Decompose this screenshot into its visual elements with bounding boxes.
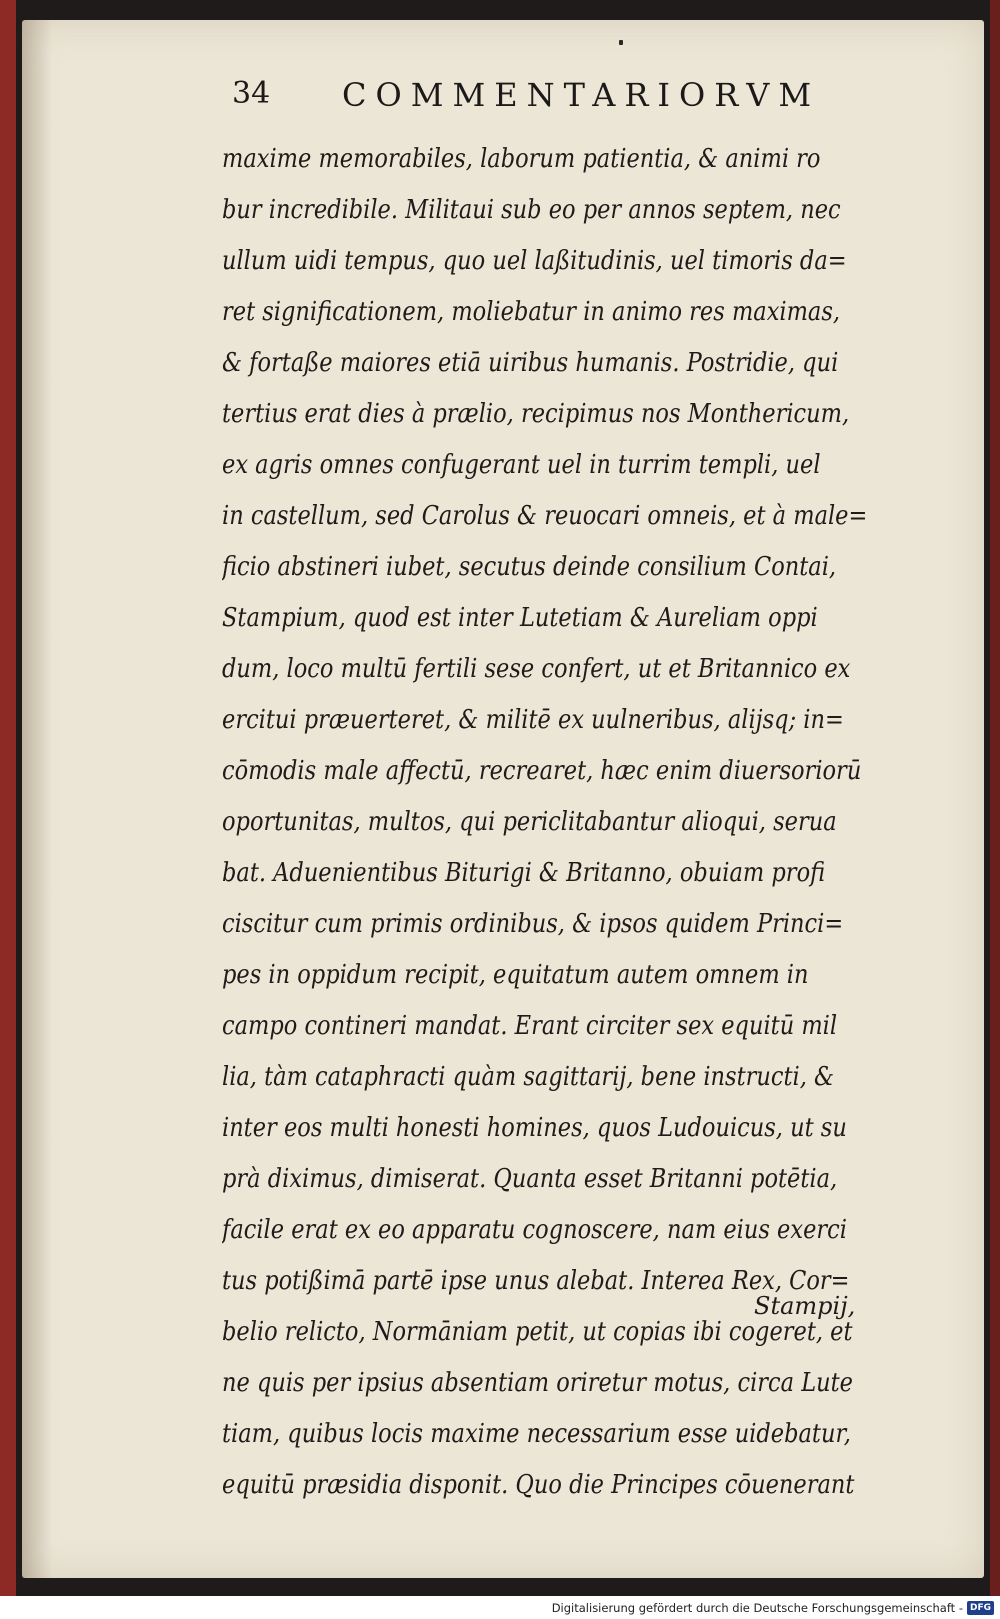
text-line: Stampium, quod est inter Lutetiam & Aureliam oppi bbox=[222, 602, 818, 634]
running-title: COMMENTARIORVM bbox=[342, 76, 821, 114]
text-line: equitū præsidia disponit. Quo die Principes cōuenerant bbox=[222, 1469, 855, 1501]
text-line: ex agris omnes confugerant uel in turrim templi, uel bbox=[222, 449, 821, 481]
text-line: in castellum, sed Carolus & reuocari omneis, et à male= bbox=[222, 500, 868, 532]
dfg-logo: DFG bbox=[967, 1601, 994, 1615]
text-line: tus potißimā partē ipse unus alebat. Interea Rex, Cor= bbox=[222, 1265, 850, 1297]
text-line: cōmodis male affectū, recrearet, hæc enim diuersoriorū bbox=[222, 755, 862, 787]
page-number: 34 bbox=[232, 76, 271, 111]
text-line: tiam, quibus locis maxime necessarium esse uidebatur, bbox=[222, 1418, 851, 1450]
text-line: ercitui præuerteret, & militē ex uulneribus, alijsq; in= bbox=[222, 704, 844, 736]
ink-mark bbox=[619, 40, 623, 45]
text-line: dum, loco multū fertili sese confert, ut et Britannico ex bbox=[222, 653, 851, 685]
text-line: lia, tàm cataphracti quàm sagittarij, bene instructi, & bbox=[222, 1061, 835, 1093]
text-line: bur incredibile. Militaui sub eo per annos septem, nec bbox=[222, 194, 841, 226]
text-line: inter eos multi honesti homines, quos Ludouicus, ut su bbox=[222, 1112, 847, 1144]
text-line: bat. Aduenientibus Biturigi & Britanno, obuiam profi bbox=[222, 857, 826, 889]
text-line: ficio abstineri iubet, secutus deinde consilium Contai, bbox=[222, 551, 837, 583]
footer bbox=[552, 1599, 994, 1617]
text-line: maxime memorabiles, laborum patientia, & animi ro bbox=[222, 143, 821, 175]
text-line: oportunitas, multos, qui periclitabantur alioqui, serua bbox=[222, 806, 837, 838]
book-cover-edge-right bbox=[990, 0, 1000, 1596]
text-line: ullum uidi tempus, quo uel laßitudinis, uel timoris da= bbox=[222, 245, 847, 277]
book-cover-edge bbox=[0, 0, 16, 1596]
text-line: pes in oppidum recipit, equitatum autem omnem in bbox=[222, 959, 809, 991]
footer-credit: Digitalisierung gefördert durch die Deutsche Forschungsgemeinschaft - bbox=[551, 1601, 963, 1615]
text-line: belio relicto, Normāniam petit, ut copias ibi cogeret, et bbox=[222, 1316, 853, 1348]
text-line: ciscitur cum primis ordinibus, & ipsos quidem Princi= bbox=[222, 908, 844, 940]
text-line: prà diximus, dimiserat. Quanta esset Britanni potētia, bbox=[222, 1163, 838, 1195]
page-header bbox=[232, 76, 832, 120]
text-line: tertius erat dies à prælio, recipimus nos Monthericum, bbox=[222, 398, 850, 430]
text-line: ne quis per ipsius absentiam oriretur motus, circa Lute bbox=[222, 1367, 853, 1399]
text-line: & fortaße maiores etiā uiribus humanis. Postridie, qui bbox=[222, 347, 839, 379]
text-line: campo contineri mandat. Erant circiter sex equitū mil bbox=[222, 1010, 838, 1042]
catchword: Stampij, bbox=[754, 1292, 856, 1320]
text-line: ret significationem, moliebatur in animo res maximas, bbox=[222, 296, 841, 328]
text-line: facile erat ex eo apparatu cognoscere, nam eius exerci bbox=[222, 1214, 847, 1246]
